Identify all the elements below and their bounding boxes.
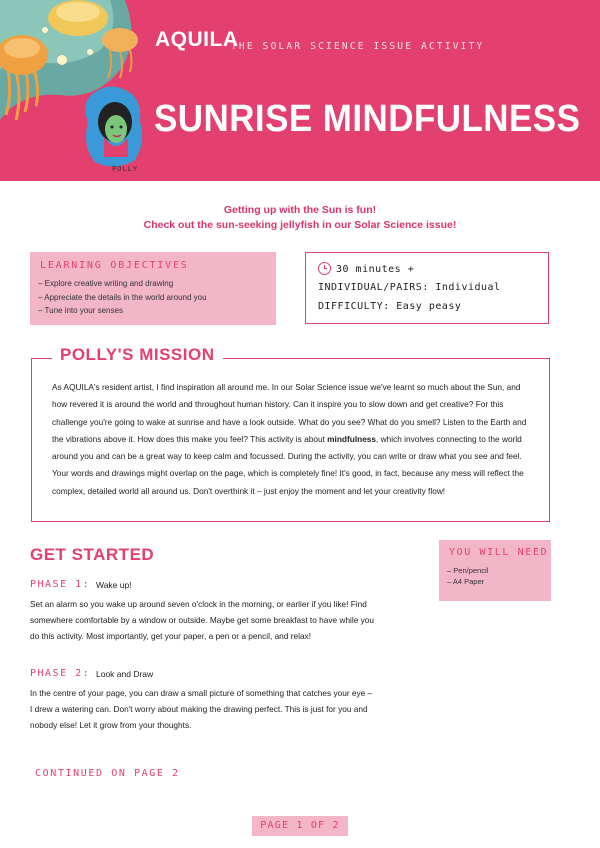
get-started-title: GET STARTED [30, 545, 155, 564]
mission-title: POLLY'S MISSION [52, 345, 223, 365]
mission-text-part: As AQUILA's resident artist, I find inspiration all around me. In our Solar Science issue we've learnt so much about the Sun, and how revered it is around the world and throughout human history. Can it inspire you to slow down and get creative? For this challenge you're going to wake at sunrise and have a look outside. What do you see? What do you smell? Listen to the Earth and the vibrations above it. How does this make you feel? This activity is about [52, 382, 527, 444]
phase-2-name: Look and Draw [96, 669, 154, 679]
page-indicator: PAGE 1 OF 2 [252, 816, 348, 836]
time-row [318, 262, 414, 275]
need-heading: YOU WILL NEED [449, 547, 549, 558]
activity-info-box [305, 252, 549, 324]
need-item: – A4 Paper [447, 577, 488, 588]
group-info: INDIVIDUAL/PAIRS: Individual [318, 282, 501, 293]
intro-line-1: Getting up with the Sun is fun! [223, 204, 377, 216]
issue-subtitle: THE SOLAR SCIENCE ISSUE ACTIVITY [231, 41, 485, 52]
phase-1-label: PHASE 1: [30, 579, 91, 590]
phase-1-text: Set an alarm so you wake up around seven o'clock in the morning, or earlier if you like! Find somewhere comfortable by a window or outside. Maybe get some breakfast to have while you do this activity. Most importantly, get your paper, a pen or a pencil, and relax! [30, 599, 375, 641]
need-list [447, 566, 488, 587]
you-will-need-box [439, 540, 551, 601]
mission-keyword: mindfulness [327, 433, 377, 444]
phase-2-text: In the centre of your page, you can draw a small picture of something that catches your eye – I drew a watering can. Don't worry about making the drawing perfect. This is just for you and nobody else! Let it grow from your thoughts. [30, 688, 373, 730]
mission-text [52, 379, 533, 500]
learning-objectives-box [30, 252, 276, 325]
polly-avatar [80, 82, 150, 172]
brand-logo: AQUILA [155, 28, 239, 51]
objectives-list [38, 277, 207, 318]
objectives-heading: LEARNING OBJECTIVES [40, 260, 189, 271]
objective-item: – Appreciate the details in the world around you [38, 291, 207, 305]
objective-item: – Explore creative writing and drawing [38, 277, 207, 291]
character-tag: POLLY [112, 165, 139, 173]
phase-2-label: PHASE 2: [30, 668, 91, 679]
intro-line-2: Check out the sun-seeking jellyfish in our Solar Science issue! [143, 219, 457, 231]
difficulty-info: DIFFICULTY: Easy peasy [318, 301, 462, 312]
clock-icon [318, 262, 331, 275]
continued-note: CONTINUED ON PAGE 2 [35, 768, 180, 779]
page-title: SUNRISE MINDFULNESS [154, 98, 581, 140]
need-item: – Pen/pencil [447, 566, 488, 577]
header-banner [0, 0, 600, 181]
phase-1-name: Wake up! [96, 580, 132, 590]
time-value: 30 minutes + [336, 264, 415, 275]
mission-text-part: , which involves connecting to the world around you and can be a great way to keep calm and focussed. During the activity, you can write or draw what you see and feel. Your words and drawings might overlap on the page, which is completely fine! It's good, in fact, because any mess will reflect the complex, detailed world all around us. Don't overthink it – just enjoy the moment and let your creativity flow! [52, 433, 524, 496]
intro-text [0, 203, 600, 233]
objective-item: – Tune into your senses [38, 304, 207, 318]
